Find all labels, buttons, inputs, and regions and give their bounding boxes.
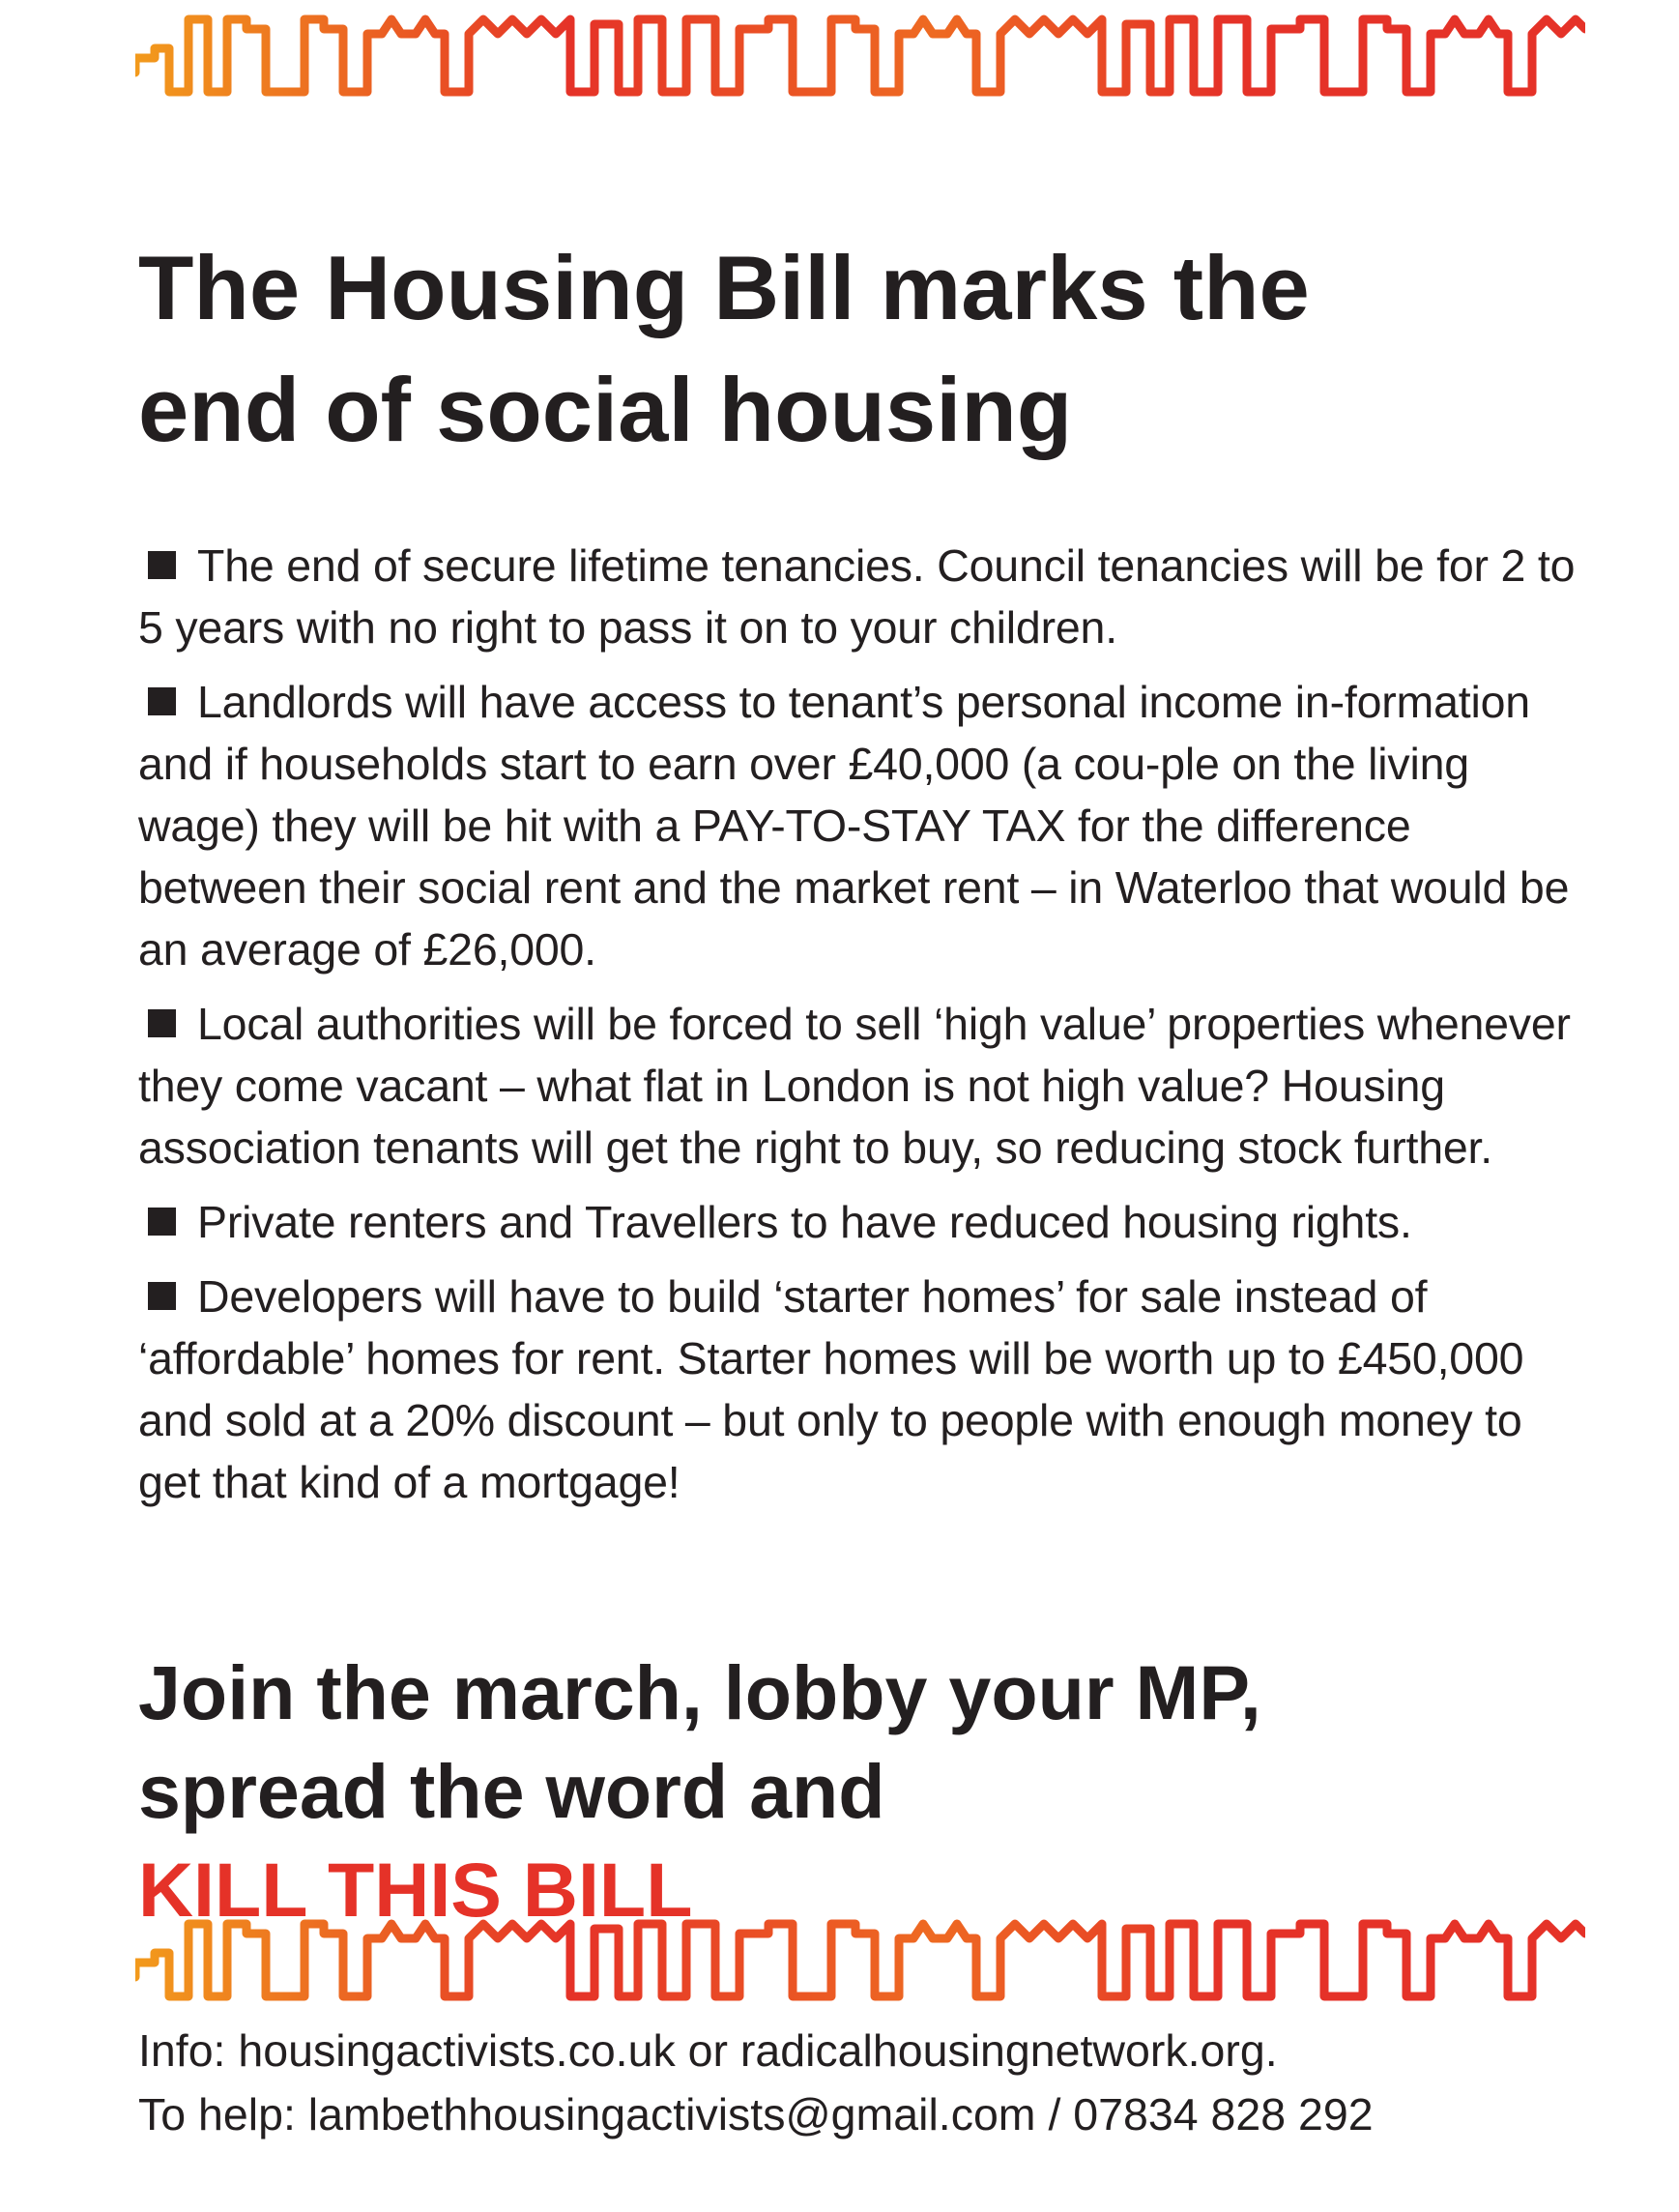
title-line-2: end of social housing xyxy=(138,359,1073,460)
bullet-text: Landlords will have access to tenant’s personal income in-formation and if households start to earn over £40,000 (a cou-ple on the living wage) they will be hit with a PAY-TO-STAY TAX for the difference between their social rent and the market rent – in Waterloo that would be an average of £26,000. xyxy=(138,677,1570,975)
square-bullet-icon xyxy=(148,551,176,579)
bullet-text: Private renters and Travellers to have reduced housing rights. xyxy=(197,1197,1412,1247)
square-bullet-icon xyxy=(148,1009,176,1037)
square-bullet-icon xyxy=(148,1282,176,1310)
square-bullet-icon xyxy=(148,1208,176,1236)
bullet-text: The end of secure lifetime tenancies. Council tenancies will be for 2 to 5 years with no right to pass it on to your children. xyxy=(138,540,1576,653)
list-item xyxy=(138,1191,1588,1253)
help-line: To help: lambethhousingactivists@gmail.com / 07834 828 292 xyxy=(138,2089,1374,2139)
list-item xyxy=(138,535,1588,658)
page-title xyxy=(138,227,1607,471)
title-line-1: The Housing Bill marks the xyxy=(138,237,1310,338)
info-line: Info: housingactivists.co.uk or radicalhousingnetwork.org. xyxy=(138,2025,1278,2076)
call-to-action xyxy=(138,1644,1607,1939)
skyline-decoration-bottom xyxy=(135,1905,1585,2011)
skyline-graphic xyxy=(135,1905,1585,2011)
square-bullet-icon xyxy=(148,687,176,715)
cta-line-1: Join the march, lobby your MP, xyxy=(138,1649,1261,1735)
bullet-list xyxy=(138,535,1588,1526)
cta-highlight: KILL THIS BILL xyxy=(138,1847,693,1933)
skyline-graphic xyxy=(135,0,1585,106)
list-item xyxy=(138,671,1588,980)
contact-footer xyxy=(138,2019,1607,2146)
list-item xyxy=(138,1266,1588,1513)
bullet-text: Local authorities will be forced to sell ‘high value’ properties whenever they come vacant – what flat in London is not high value? Housing association tenants will get the right to buy, so reducing stock further. xyxy=(138,999,1571,1173)
bullet-text: Developers will have to build ‘starter homes’ for sale instead of ‘affordable’ homes for rent. Starter homes will be worth up to £450,000 and sold at a 20% discount – but only to people with enough money to get that kind of a mortgage! xyxy=(138,1271,1524,1507)
cta-line-2-prefix: spread the word and xyxy=(138,1748,885,1834)
skyline-decoration-top xyxy=(135,0,1585,106)
list-item xyxy=(138,993,1588,1179)
